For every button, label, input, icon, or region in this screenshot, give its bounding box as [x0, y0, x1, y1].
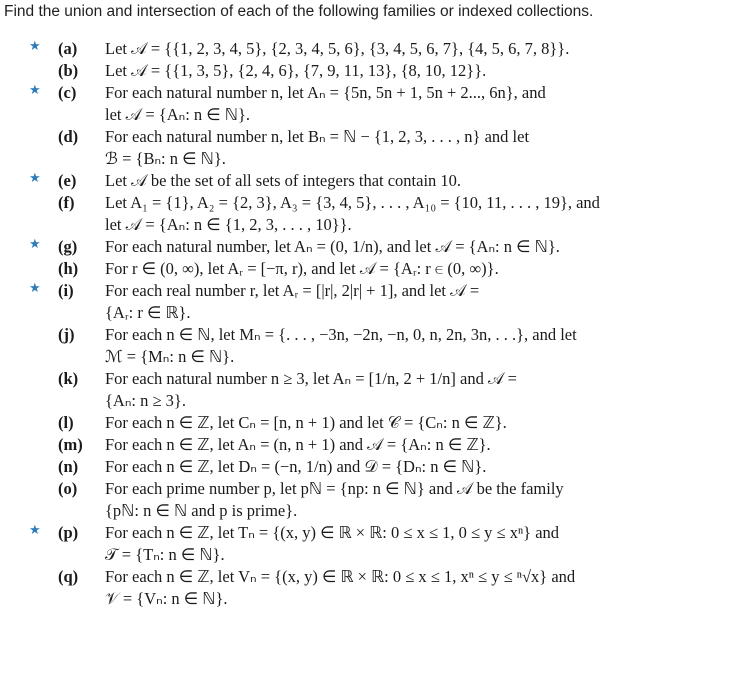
exercise-line: {Aₙ: n ≥ 3}.	[105, 391, 186, 410]
exercise-item	[0, 60, 750, 82]
exercise-item	[0, 522, 750, 566]
exercise-label: (p)	[58, 523, 79, 542]
exercise-item	[0, 566, 750, 610]
exercise-item	[0, 192, 750, 236]
exercise-label: (n)	[58, 457, 79, 476]
exercise-item	[0, 368, 750, 412]
exercise-label: (l)	[58, 413, 74, 432]
exercise-label: (f)	[58, 193, 75, 212]
exercise-text	[105, 434, 653, 456]
exercise-text	[105, 324, 653, 368]
exercise-label: (b)	[58, 61, 79, 80]
exercise-text	[105, 236, 653, 258]
exercise-item	[0, 126, 750, 170]
star-icon: ★	[29, 237, 41, 252]
exercise-line: 𝒱 = {Vₙ: n ∈ ℕ}.	[105, 589, 228, 608]
exercise-text	[105, 280, 653, 324]
exercise-text	[105, 456, 653, 478]
exercise-text	[105, 566, 653, 610]
exercise-item	[0, 456, 750, 478]
star-icon: ★	[29, 523, 41, 538]
star-icon: ★	[29, 39, 41, 54]
star-icon: ★	[29, 171, 41, 186]
exercise-line: For each natural number n, let Bₙ = ℕ − {1, 2, 3, . . . , n} and let	[105, 127, 530, 146]
exercise-item	[0, 38, 750, 60]
exercise-label: (g)	[58, 237, 78, 256]
exercise-item	[0, 324, 750, 368]
exercise-line: For each n ∈ ℤ, let Vₙ = {(x, y) ∈ ℝ × ℝ: 0 ≤ x ≤ 1, xⁿ ≤ y ≤ ⁿ√x} and	[105, 567, 576, 586]
star-icon: ★	[29, 281, 41, 296]
exercise-line: let 𝒜 = {Aₙ: n ∈ {1, 2, 3, . . . , 10}}.	[105, 215, 352, 234]
exercise-line: For each n ∈ ℕ, let Mₙ = {. . . , −3n, −2n, −n, 0, n, 2n, 3n, . . .}, and let	[105, 325, 577, 344]
exercise-line: Let 𝒜 = {{1, 2, 3, 4, 5}, {2, 3, 4, 5, 6}, {3, 4, 5, 6, 7}, {4, 5, 6, 7, 8}}.	[105, 39, 570, 58]
exercise-line: ℳ = {Mₙ: n ∈ ℕ}.	[105, 347, 235, 366]
exercise-text	[105, 60, 653, 82]
exercise-label: (o)	[58, 479, 78, 498]
exercise-line: Let 𝒜 be the set of all sets of integers that contain 10.	[105, 171, 462, 190]
exercise-label: (a)	[58, 39, 78, 58]
exercise-item	[0, 434, 750, 456]
exercise-text	[105, 368, 653, 412]
exercise-text	[105, 412, 653, 434]
exercise-line: 𝒯 = {Tₙ: n ∈ ℕ}.	[105, 545, 225, 564]
exercise-text	[105, 478, 653, 522]
exercise-label: (k)	[58, 369, 79, 388]
exercise-line: Let 𝒜 = {{1, 3, 5}, {2, 4, 6}, {7, 9, 11, 13}, {8, 10, 12}}.	[105, 61, 487, 80]
exercise-line: For each prime number p, let pℕ = {np: n ∈ ℕ} and 𝒜 be the family	[105, 479, 564, 498]
exercise-list	[0, 38, 750, 610]
exercise-label: (d)	[58, 127, 79, 146]
exercise-text	[105, 258, 653, 280]
exercise-label: (h)	[58, 259, 79, 278]
exercise-label: (c)	[58, 83, 77, 102]
exercise-label: (j)	[58, 325, 75, 344]
exercise-text	[105, 522, 653, 566]
exercise-text	[105, 126, 653, 170]
exercise-item	[0, 82, 750, 126]
exercise-line: For each natural number n ≥ 3, let Aₙ = [1/n, 2 + 1/n] and 𝒜 =	[105, 369, 517, 388]
exercise-line: For each n ∈ ℤ, let Tₙ = {(x, y) ∈ ℝ × ℝ: 0 ≤ x ≤ 1, 0 ≤ y ≤ xⁿ} and	[105, 523, 560, 542]
exercise-item	[0, 280, 750, 324]
exercise-line: {pℕ: n ∈ ℕ and p is prime}.	[105, 501, 298, 520]
exercise-item	[0, 258, 750, 280]
problem-heading: Find the union and intersection of each of the following families or indexed collections.	[4, 3, 594, 20]
exercise-label: (e)	[58, 171, 77, 190]
exercise-line: Let A₁ = {1}, A₂ = {2, 3}, A₃ = {3, 4, 5}, . . . , A₁₀ = {10, 11, . . . , 19}, and	[105, 193, 600, 212]
exercise-item	[0, 478, 750, 522]
exercise-line: let 𝒜 = {Aₙ: n ∈ ℕ}.	[105, 105, 251, 124]
exercise-line: For each n ∈ ℤ, let Aₙ = (n, n + 1) and 𝒜 = {Aₙ: n ∈ ℤ}.	[105, 435, 491, 454]
exercise-line: {Aᵣ: r ∈ ℝ}.	[105, 303, 191, 322]
exercise-line: For each natural number n, let Aₙ = {5n, 5n + 1, 5n + 2..., 6n}, and	[105, 83, 546, 102]
exercise-item	[0, 170, 750, 192]
exercise-label: (i)	[58, 281, 74, 300]
exercise-text	[105, 170, 653, 192]
exercise-text	[105, 82, 653, 126]
exercise-line: For each natural number, let Aₙ = (0, 1/n), and let 𝒜 = {Aₙ: n ∈ ℕ}.	[105, 237, 560, 256]
exercise-line: For each n ∈ ℤ, let Cₙ = [n, n + 1) and let 𝒞 = {Cₙ: n ∈ ℤ}.	[105, 413, 507, 432]
star-icon: ★	[29, 83, 41, 98]
exercise-line: For each n ∈ ℤ, let Dₙ = (−n, 1/n) and 𝒟 = {Dₙ: n ∈ ℕ}.	[105, 457, 487, 476]
exercise-label: (q)	[58, 567, 79, 586]
exercise-text	[105, 38, 653, 60]
exercise-text	[105, 192, 653, 236]
exercise-label: (m)	[58, 435, 83, 454]
exercise-item	[0, 236, 750, 258]
exercise-line: For each real number r, let Aᵣ = [|r|, 2|r| + 1], and let 𝒜 =	[105, 281, 480, 300]
exercise-line: For r ∈ (0, ∞), let Aᵣ = [−π, r), and let 𝒜 = {Aᵣ: r ∈ (0, ∞)}.	[105, 259, 499, 278]
exercise-line: ℬ = {Bₙ: n ∈ ℕ}.	[105, 149, 226, 168]
exercise-item	[0, 412, 750, 434]
